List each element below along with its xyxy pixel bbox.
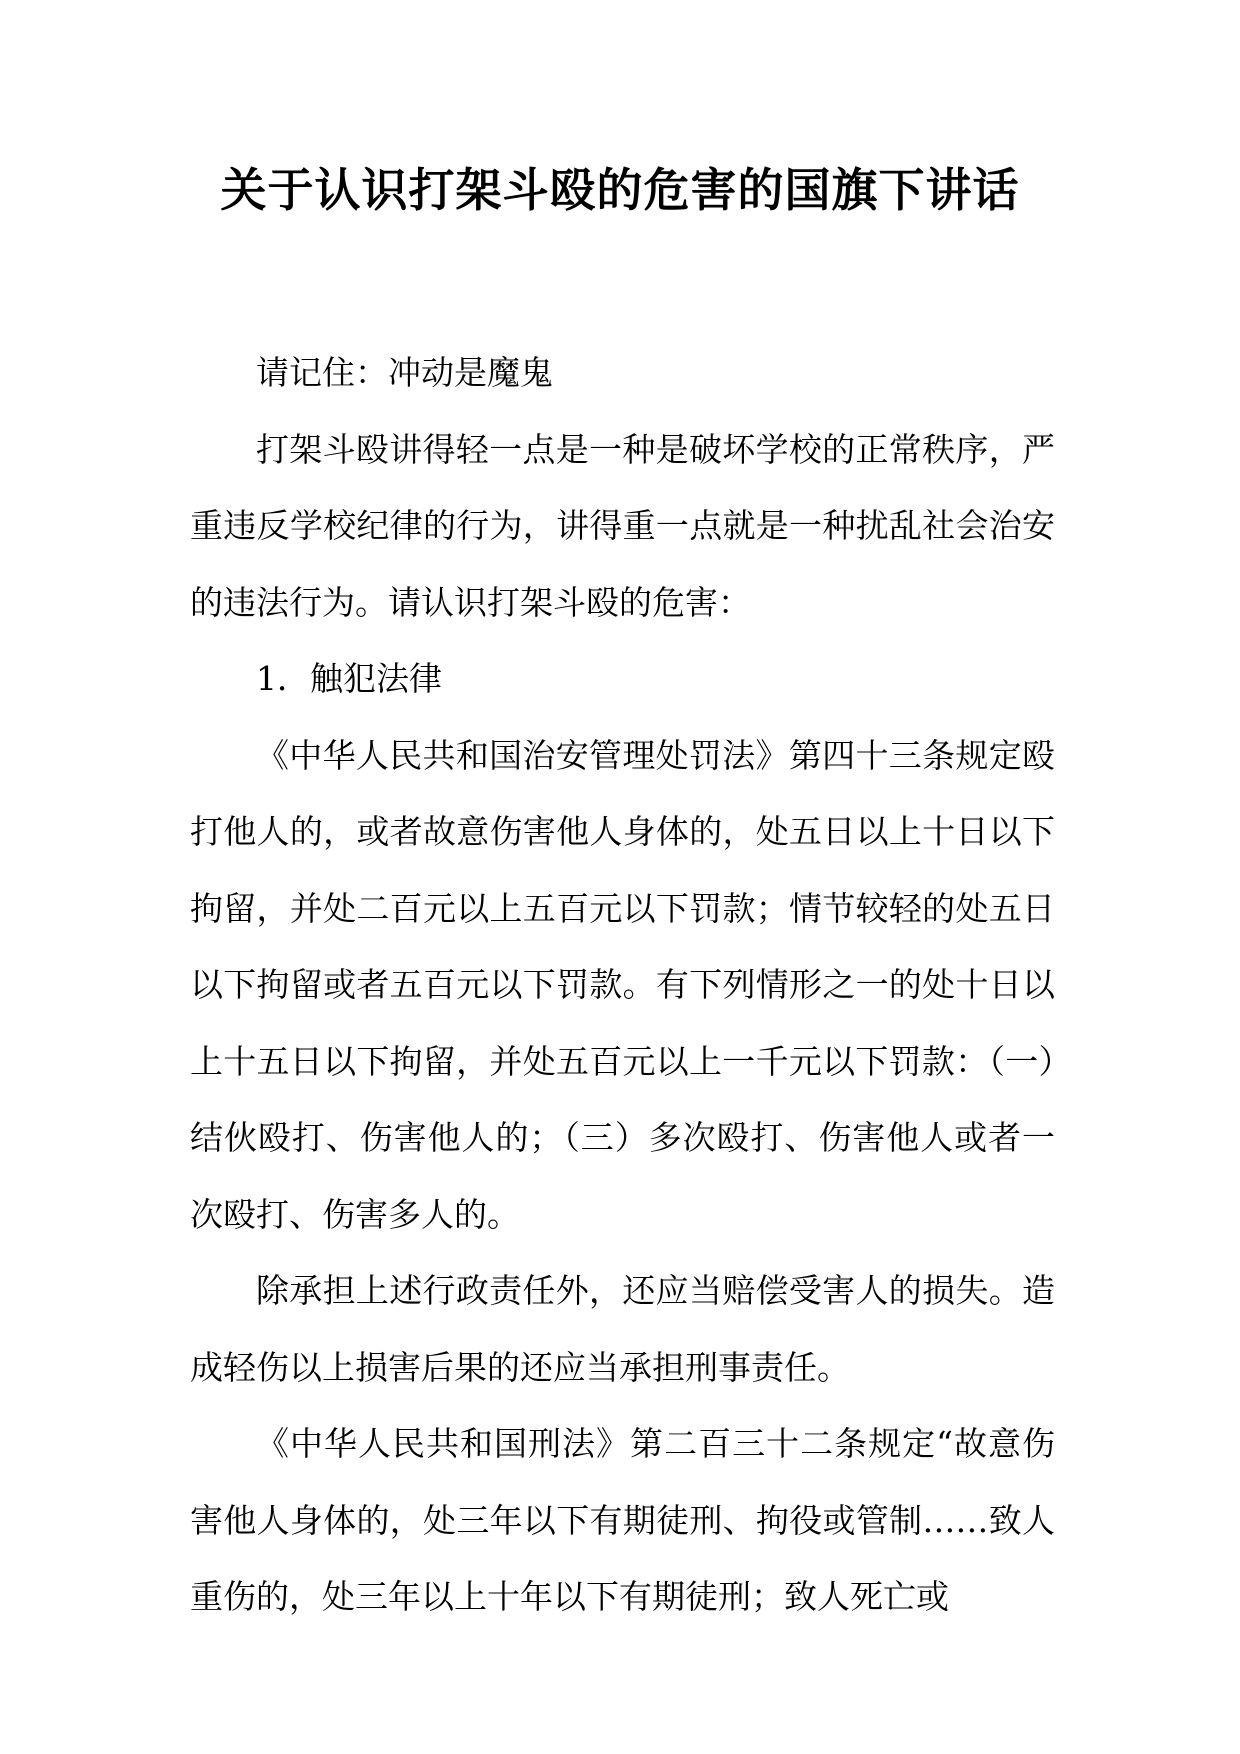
document-body xyxy=(190,335,1055,1636)
paragraph-reminder: 请记住：冲动是魔鬼 xyxy=(256,353,553,392)
document-title: 关于认识打架斗殴的危害的国旗下讲话 xyxy=(220,163,1020,217)
paragraph-heading-law: 1．触犯法律 xyxy=(256,659,442,698)
paragraph-public-security-law: 《中华人民共和国治安管理处罚法》第四十三条规定殴打他人的，或者故意伤害他人身体的，处五日以上十日以下拘留，并处二百元以上五百元以下罚款；情节较轻的处五日以下拘留或者五百元以下罚款。有下列情形之一的处十日以上十五日以下拘留，并处五百元以上一千元以下罚款：（一）结伙殴打、伤害他人的；（三）多次殴打、伤害他人或者一次殴打、伤害多人的。 xyxy=(190,735,1055,1234)
paragraph-intro: 打架斗殴讲得轻一点是一种是破坏学校的正常秩序，严重违反学校纪律的行为，讲得重一点就是一种扰乱社会治安的违法行为。请认识打架斗殴的危害： xyxy=(190,429,1055,622)
paragraph-liability: 除承担上述行政责任外，还应当赔偿受害人的损失。造成轻伤以上损害后果的还应当承担刑事责任。 xyxy=(190,1271,1055,1387)
paragraph-criminal-law: 《中华人民共和国刑法》第二百三十二条规定“故意伤害他人身体的，处三年以下有期徒刑、拘役或管制……致人重伤的，处三年以上十年以下有期徒刑；致人死亡或 xyxy=(190,1424,1055,1616)
